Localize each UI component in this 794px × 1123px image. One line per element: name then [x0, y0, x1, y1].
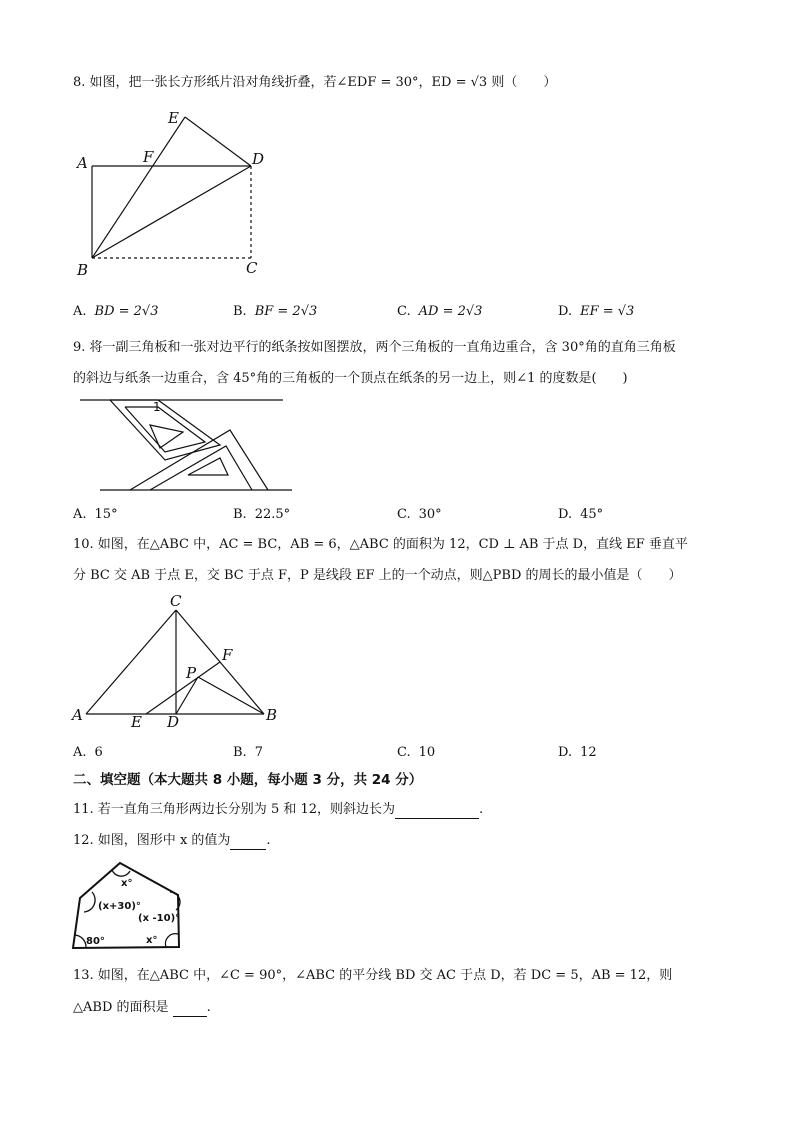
q8-option-d[interactable]: D. EF = √3: [558, 304, 635, 319]
q10-option-d[interactable]: D. 12: [558, 745, 597, 760]
q11-stem: 11. 若一直角三角形两边长分别为 5 和 12，则斜边长为 .: [73, 802, 484, 817]
q13-stem-line1: 13. 如图，在△ABC 中，∠C = 90°，∠ABC 的平分线 BD 交 AC 于点 D，若 DC = 5，AB = 12，则: [73, 968, 673, 983]
q9-option-a[interactable]: A. 15°: [73, 507, 118, 522]
q12-angle-bottom-left: 80°: [86, 936, 105, 947]
q10-option-c[interactable]: C. 10: [397, 745, 436, 760]
q8-option-b[interactable]: B. BF = 2√3: [233, 304, 318, 319]
q12-angle-bottom-right: x°: [146, 935, 158, 946]
q8-label-D: D: [252, 150, 265, 168]
q11-text: 11. 若一直角三角形两边长分别为 5 和 12，则斜边长为: [73, 802, 396, 817]
q10-label-F: F: [222, 646, 233, 664]
q12-angle-left: (x+30)°: [98, 901, 141, 912]
section-fill-in-title: 二、填空题（本大题共 8 小题，每小题 3 分，共 24 分）: [73, 772, 423, 788]
q8-stem: 8. 如图，把一张长方形纸片沿对角线折叠，若∠EDF = 30°，ED = √3 则（ ）: [73, 75, 557, 90]
q10-option-b[interactable]: B. 7: [233, 745, 263, 760]
q9-option-d[interactable]: D. 45°: [558, 507, 604, 522]
q12-angle-top: x°: [121, 878, 133, 889]
q10-label-P: P: [186, 664, 197, 682]
q8-label-A: A: [77, 154, 88, 172]
q9-stem-line1: 9. 将一副三角板和一张对边平行的纸条按如图摆放，两个三角板的一直角边重合，含 30°角的直角三角板: [73, 340, 676, 355]
q8-label-C: C: [246, 259, 258, 277]
q8-label-F: F: [143, 148, 154, 166]
q10-stem-line2: 分 BC 交 AB 于点 E，交 BC 于点 F，P 是线段 EF 上的一个动点，则△PBD 的周长的最小值是（ ）: [73, 568, 682, 583]
q10-label-D: D: [167, 713, 180, 731]
q10-option-a[interactable]: A. 6: [73, 745, 103, 760]
q8-label-B: B: [77, 261, 89, 279]
q10-label-C: C: [170, 592, 182, 610]
q12-stem: 12. 如图，图形中 x 的值为 .: [73, 833, 271, 848]
q10-label-A: A: [72, 706, 83, 724]
q9-option-c[interactable]: C. 30°: [397, 507, 442, 522]
q12-angle-right: (x -10)°: [138, 913, 181, 924]
q10-label-E: E: [131, 713, 142, 731]
q12-text: 12. 如图，图形中 x 的值为: [73, 833, 231, 848]
q9-angle-1: 1: [153, 400, 161, 414]
q9-stem-line2: 的斜边与纸条一边重合，含 45°角的三角板的一个顶点在纸条的另一边上，则∠1 的度数是( ): [73, 371, 628, 386]
q10-stem-line1: 10. 如图，在△ABC 中，AC = BC，AB = 6，△ABC 的面积为 12，CD ⊥ AB 于点 D，直线 EF 垂直平: [73, 537, 688, 552]
q8-option-c[interactable]: C. AD = 2√3: [397, 304, 483, 319]
q13-text: △ABD 的面积是: [73, 1000, 169, 1015]
q8-option-a[interactable]: A. BD = 2√3: [73, 304, 159, 319]
q9-option-b[interactable]: B. 22.5°: [233, 507, 291, 522]
q8-label-E: E: [168, 109, 179, 127]
q13-answer-blank[interactable]: [173, 1003, 207, 1017]
q13-stem-line2: △ABD 的面积是 .: [73, 1000, 211, 1015]
q10-label-B: B: [266, 706, 278, 724]
